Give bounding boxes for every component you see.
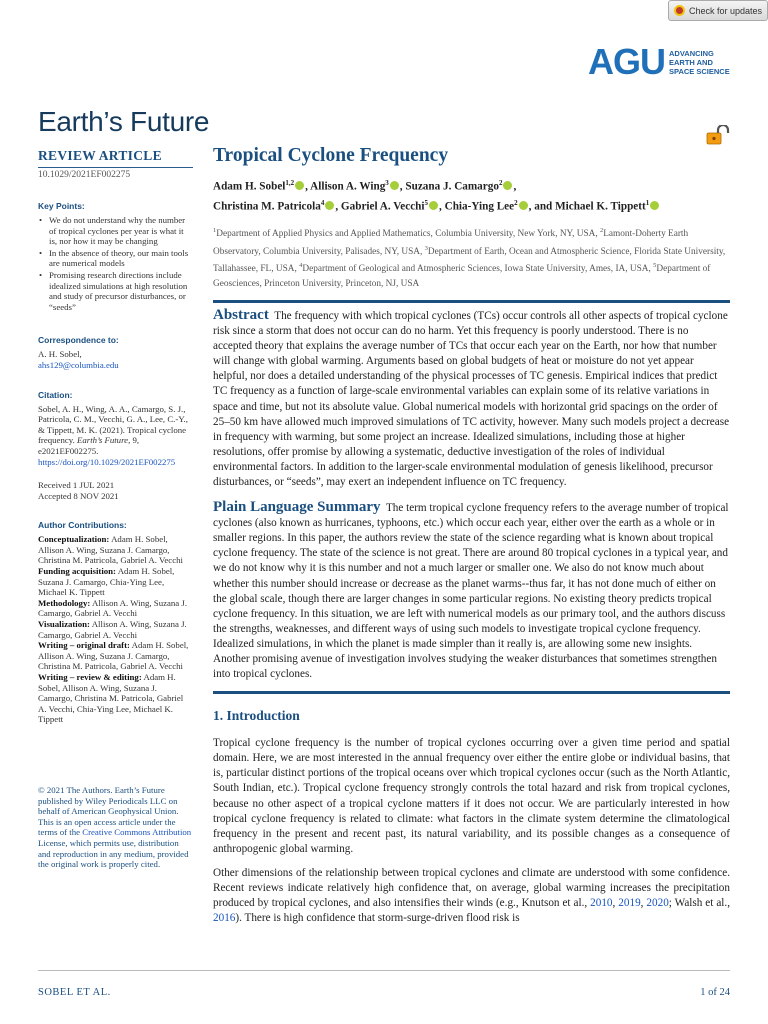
citation-doi-link[interactable]: https://doi.org/10.1029/2021EF002275: [38, 456, 176, 467]
abstract: [213, 308, 730, 490]
intro-paragraph: [213, 866, 730, 926]
agu-wordmark: AGU: [588, 41, 665, 82]
author-list: [213, 175, 730, 215]
key-point: • We do not understand why the number of tropical cyclones per year is what it is, nor how it may be changing: [38, 215, 193, 247]
author-name: Suzana J. Camargo: [405, 180, 499, 193]
author-affiliation-number: 2: [498, 179, 503, 187]
citation-heading: Citation:: [38, 389, 73, 400]
received-date: Received 1 JUL 2021: [38, 480, 115, 491]
open-access-lock-icon: [705, 125, 731, 145]
affiliation-number: 1: [213, 227, 217, 235]
correspondence-email-link[interactable]: ahs129@columbia.edu: [38, 359, 119, 370]
abstract-text: The frequency with which tropical cyclones (TCs) occur controls all other aspects of tropical cyclone risk since a storm that does not occur can do no harm. Yet this frequency is poorly understood. There is no accepted theory that explains the average number of TCs that occur each year on the Earth, nor how that number will change with global warming. Arguments based on global budgets of heat or moisture do not yet appear helpful, nor does a detailed understanding of the physical processes of TC genesis. Empirical indices that predict TC frequency as a function of large-scale environmental variables can explain some of its relative variations in space and time, but not its absolute value. Global numerical models with horizontal grid spacings on the order of 25–50 km have allowed much improved simulations of TC activity, however. Many such models project a decrease in frequency with warming, but some project an increase. Idealized simulations, including those at higher resolutions, offer promise by allowing a systematic, deductive investigation of the roles of individual environmental factors. In addition to the larger-scale environmental modulation of genesis likelihood, precursor disturbances, or “seeds”, may exert an independent influence on TC frequency.: [213, 309, 730, 488]
affiliation-text: Department of Geosciences, Princeton University, Princeton, NJ, USA: [213, 264, 711, 289]
page-number: 1 of 24: [700, 987, 730, 998]
author-name: Chia-Ying Lee: [444, 200, 515, 213]
paragraph-text: ; Walsh et al.,: [668, 897, 731, 910]
paragraph-text: ,: [640, 897, 647, 910]
sidebar: [38, 148, 193, 870]
orcid-icon[interactable]: [325, 201, 334, 210]
key-points-heading: Key Points:: [38, 201, 85, 211]
pls-heading: Plain Language Summary: [213, 499, 381, 516]
contribution-role: Funding acquisition:: [38, 566, 116, 577]
affiliation-text: Lamont-Doherty Earth Observatory, Columbia University, Palisades, NY, USA,: [213, 229, 689, 257]
contribution: [38, 672, 193, 725]
license-text: © 2021 The Authors. Earth’s Future published by Wiley Periodicals LLC on behalf of American Geophysical Union. This is an open access article under the terms of the: [38, 784, 179, 838]
orcid-icon[interactable]: [503, 181, 512, 190]
license-text-end: License, which permits use, distribution and reproduction in any medium, provided the original work is properly cited.: [38, 837, 189, 870]
author-separator: ,: [399, 180, 406, 193]
intro-paragraph: Tropical cyclone frequency is the number of tropical cyclones occurring over a given time period and spatial domain. Here, we are most interested in the annual frequency over either the entire globe or individual basins, that is, particular distinct portions of the tropical oceans over which tropical cyclones occur (such as the North Atlantic, South Indian, etc.). Tropical cyclone frequency strongly controls the total hazard and risk from tropical cyclones, because no other aspect of a tropical cyclone matters if it does not occur. We are particularly interested in how tropical cyclone frequency is related to climate: what factors in the climate system determine the climatological frequency in the present and recent past, its natural variability, and its possible changes as a consequence of anthropogenic global warming.: [213, 737, 730, 855]
citation-link[interactable]: 2020: [646, 897, 669, 910]
contribution: [38, 534, 193, 566]
citation-text: Sobel, A. H., Wing, A. A., Camargo, S. J., Patricola, C. M., Vecchi, G. A., Lee, C.-Y., & Tippett, M. K. (2021). Tropical cyclone frequency.: [38, 403, 188, 446]
affiliation-number: 4: [299, 262, 303, 270]
key-points-list: [38, 215, 193, 312]
accepted-date: Accepted 8 NOV 2021: [38, 490, 119, 501]
contribution-role: Writing – original draft:: [38, 640, 130, 651]
contribution-names: Adam H. Sobel, Allison A. Wing, Suzana J. Camargo, Christina M. Patricola, Gabriel A. Vecchi, Chia-Ying Lee, Michael K. Tippett: [38, 672, 184, 725]
section-rule: [213, 300, 730, 303]
citation-link[interactable]: 2010: [590, 897, 613, 910]
orcid-icon[interactable]: [429, 201, 438, 210]
author-separator: ,: [335, 200, 341, 213]
check-for-updates-button[interactable]: [668, 0, 768, 21]
contribution-names: Allison A. Wing, Suzana J. Camargo, Gabriel A. Vecchi: [38, 597, 188, 619]
journal-name: Earth’s Future: [38, 106, 210, 137]
citation-journal: Earth’s Future: [77, 435, 129, 446]
citation-volume: , 9, e2021EF002275.: [38, 435, 140, 456]
author-affiliation-number: 3: [385, 179, 389, 187]
check-updates-icon: [674, 5, 685, 16]
author-affiliation-number: 4: [320, 199, 325, 208]
article-type: REVIEW ARTICLE: [38, 148, 162, 163]
agu-logo: [588, 41, 739, 82]
author-name: Allison A. Wing: [310, 180, 386, 193]
sidebar-divider: [38, 167, 193, 168]
main-content: [213, 145, 730, 935]
author-name: Christina M. Patricola: [213, 200, 321, 213]
license-link[interactable]: Creative Commons Attribution: [82, 827, 192, 838]
footer-running-head: SOBEL ET AL.: [38, 987, 111, 998]
plain-language-summary: [213, 500, 730, 682]
author-separator: ,: [513, 180, 517, 193]
affiliation-text: Department of Applied Physics and Applied Mathematics, Columbia University, New York, NY, USA,: [216, 229, 600, 240]
citation: [38, 404, 193, 468]
affiliation-number: 5: [653, 262, 657, 270]
author-name: Michael K. Tippett: [555, 200, 646, 213]
author-affiliation-number: 2: [514, 199, 518, 208]
agu-tagline-line: SPACE SCIENCE: [669, 66, 730, 76]
affiliation-text: Department of Earth, Ocean and Atmospheric Science, Florida State University, Tallahassee, FL, USA,: [213, 246, 726, 275]
affiliation-number: 2: [599, 227, 604, 235]
section-rule: [213, 691, 730, 694]
contribution: [38, 566, 193, 598]
article-title: Tropical Cyclone Frequency: [213, 145, 449, 166]
affiliation-text: Department of Geological and Atmospheric Sciences, Iowa State University, Ames, IA, USA,: [302, 264, 654, 275]
footer-rule: [38, 970, 730, 971]
author-name: Adam H. Sobel: [213, 180, 286, 193]
pls-text: The term tropical cyclone frequency refers to the average number of tropical cyclones (also known as hurricanes, typhoons, etc.) which occur each year, either over the earth as a whole or in smaller regions. In this paper, the authors review the state of the science regarding what is known about tropical cyclone frequency. The state of the science is not great. There are around 80 tropical cyclones in a typical year, and we do not know why it is this number and not a much larger or smaller one. We also do not know much about whether this number should increase or decrease as the planet warms--thus far, it has not done much of either on the global scale, though there are larger changes in some particular regions. No existing theory predicts tropical cyclone frequency. In this situation, we are left with numerical models as our primary tool, and the authors discuss the strengths, weaknesses, and different ways of using such models to investigate tropical cyclone frequency. Idealized simulations, in which the planet is made simpler than it really is, are allowing some new insights. Another promising avenue of investigation involves studying the weaker disturbances that sometimes strengthen into tropical cyclones.: [213, 502, 729, 681]
paragraph-text: ). There is high confidence that storm-surge-driven flood risk is: [235, 912, 520, 925]
orcid-icon[interactable]: [650, 201, 659, 210]
paragraph-text: Other dimensions of the relationship between tropical cyclones and climate are understood with some confidence. Recent reviews indicate relatively high confidence that, on average, global warming increases the precipitation produced by tropical cyclones, and also intensifies their winds (e.g., Knutson et al.,: [213, 866, 730, 910]
paragraph-text: ,: [612, 897, 619, 910]
agu-tagline-line: EARTH AND: [669, 57, 713, 67]
citation-link[interactable]: 2019: [618, 897, 641, 910]
license-notice: [38, 785, 193, 870]
contribution-names: Adam H. Sobel, Suzana J. Camargo, Chia-Ying Lee, Michael K. Tippett: [38, 566, 175, 598]
contribution-role: Visualization:: [38, 619, 90, 630]
key-point: • In the absence of theory, our main tools are numerical models: [38, 248, 193, 269]
affiliations: [213, 224, 730, 290]
orcid-icon[interactable]: [390, 181, 399, 190]
orcid-icon[interactable]: [519, 201, 528, 210]
citation-link[interactable]: 2016: [213, 912, 236, 925]
author-affiliation-number: 1,2: [285, 179, 295, 187]
introduction-heading: 1. Introduction: [213, 708, 300, 724]
correspondence-name: A. H. Sobel,: [38, 349, 82, 360]
contribution-names: Allison A. Wing, Suzana J. Camargo, Gabriel A. Vecchi: [38, 619, 187, 640]
abstract-heading: Abstract: [213, 306, 269, 323]
contribution-role: Conceptualization:: [38, 534, 110, 545]
contribution-names: Adam H. Sobel, Allison A. Wing, Suzana J. Camargo, Christina M. Patricola, Gabriel A. Vecchi: [38, 640, 189, 672]
orcid-icon[interactable]: [295, 181, 304, 190]
contribution: [38, 619, 193, 640]
author-separator: , and: [528, 200, 556, 213]
author-contributions-heading: Author Contributions:: [38, 520, 127, 531]
contribution: [38, 598, 193, 619]
author-affiliation-number: 1: [645, 199, 650, 208]
author-separator: ,: [439, 200, 445, 213]
contribution-names: Adam H. Sobel, Allison A. Wing, Suzana J. Camargo, Christina M. Patricola, Gabriel A. Vecchi: [38, 534, 183, 566]
affiliation-number: 3: [424, 244, 428, 252]
contribution-role: Writing – review & editing:: [38, 672, 142, 682]
author-separator: ,: [305, 180, 311, 193]
check-updates-label: Check for updates: [689, 5, 763, 16]
author-affiliation-number: 5: [424, 199, 429, 208]
author-name: Gabriel A. Vecchi: [340, 200, 425, 213]
correspondence-heading: Correspondence to:: [38, 335, 119, 346]
key-point: • Promising research directions include idealized simulations at high resolution and study of precursor disturbances, or “seeds”: [38, 270, 193, 312]
doi: 10.1029/2021EF002275: [38, 170, 131, 180]
agu-tagline: [669, 49, 739, 76]
contribution-role: Methodology:: [38, 597, 91, 608]
contribution: [38, 640, 193, 672]
agu-tagline-line: ADVANCING: [669, 48, 714, 58]
